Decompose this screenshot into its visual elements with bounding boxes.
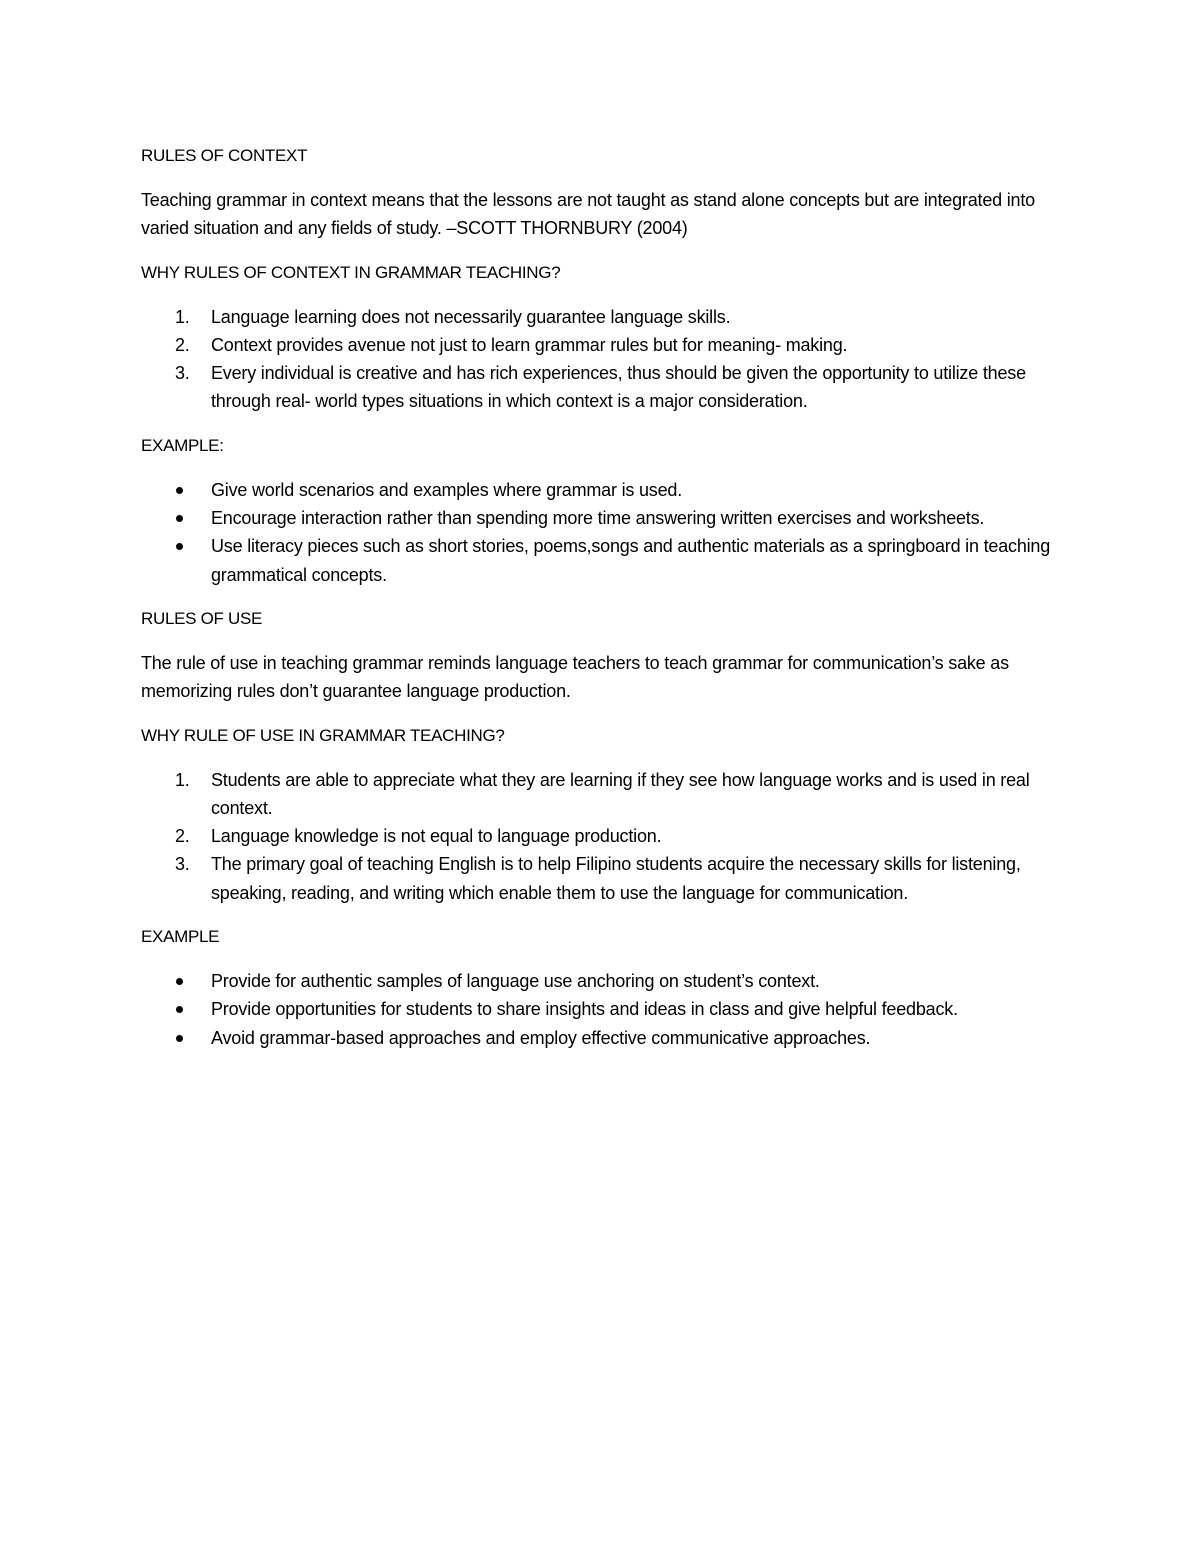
numbered-list-item: [141, 359, 1080, 416]
bullet-list-item: [141, 476, 1080, 504]
bullet-icon: [176, 543, 183, 550]
why-rule-of-use-heading: WHY RULE OF USE IN GRAMMAR TEACHING?: [141, 725, 505, 745]
bullet-icon: [176, 1035, 183, 1042]
list-item-text: Language learning does not necessarily guarantee language skills.: [211, 306, 731, 327]
list-item-text: Provide for authentic samples of language use anchoring on student’s context.: [211, 971, 820, 992]
why-rules-of-context-list: [141, 303, 1080, 416]
list-item-text: Every individual is creative and has rich experiences, thus should be given the opportunity to utilize these through real- world types situations in which context is a major consideration.: [211, 363, 1026, 412]
numbered-list-item: [141, 766, 1080, 823]
list-number: 3.: [175, 854, 190, 875]
bullet-list-item: [141, 967, 1080, 995]
example-heading: EXAMPLE: [141, 927, 220, 947]
why-rule-of-use-list: [141, 766, 1080, 907]
list-item-text: Use literacy pieces such as short stories, poems,songs and authentic materials as a springboard in teaching grammatical concepts.: [211, 536, 1051, 585]
numbered-list-item: [141, 822, 1080, 850]
list-item-text: Language knowledge is not equal to language production.: [211, 826, 662, 847]
bullet-list-item: [141, 504, 1080, 532]
example-heading: EXAMPLE:: [141, 435, 224, 455]
numbered-list-item: [141, 850, 1080, 907]
numbered-list-item: [141, 303, 1080, 331]
list-number: 2.: [175, 826, 190, 847]
list-item-text: The primary goal of teaching English is to help Filipino students acquire the necessary skills for listening, speaking, reading, and writing which enable them to use the language for communication.: [211, 854, 1021, 903]
bullet-icon: [176, 1006, 183, 1013]
why-rules-of-context-heading: WHY RULES OF CONTEXT IN GRAMMAR TEACHING?: [141, 262, 561, 282]
bullet-list-item: [141, 995, 1080, 1023]
rules-of-context-heading: RULES OF CONTEXT: [141, 146, 308, 165]
list-item-text: Students are able to appreciate what they are learning if they see how language works and is used in real context.: [211, 769, 1030, 818]
list-item-text: Provide opportunities for students to share insights and ideas in class and give helpful feedback.: [211, 999, 958, 1020]
list-item-text: Context provides avenue not just to learn grammar rules but for meaning- making.: [211, 334, 848, 355]
numbered-list-item: [141, 331, 1080, 359]
list-item-text: Avoid grammar-based approaches and employ effective communicative approaches.: [211, 1027, 871, 1048]
use-examples-list: [141, 967, 1080, 1052]
bullet-icon: [176, 978, 183, 985]
list-number: 3.: [175, 363, 190, 384]
rules-of-use-heading: RULES OF USE: [141, 608, 263, 628]
list-item-text: Encourage interaction rather than spending more time answering written exercises and worksheets.: [211, 508, 985, 529]
bullet-list-item: [141, 1024, 1080, 1052]
context-examples-list: [141, 476, 1080, 589]
list-item-text: Give world scenarios and examples where grammar is used.: [211, 479, 683, 500]
rules-of-use-definition: The rule of use in teaching grammar reminds language teachers to teach grammar for communication’s sake as memorizing rules don’t guarantee language production.: [141, 652, 1009, 702]
bullet-icon: [176, 515, 183, 522]
bullet-list-item: [141, 532, 1080, 589]
list-number: 2.: [175, 334, 190, 355]
list-number: 1.: [175, 769, 190, 790]
rules-of-context-definition: Teaching grammar in context means that the lessons are not taught as stand alone concepts but are integrated into varied situation and any fields of study. –SCOTT THORNBURY (2004): [141, 190, 1035, 239]
bullet-icon: [176, 487, 183, 494]
list-number: 1.: [175, 306, 190, 327]
